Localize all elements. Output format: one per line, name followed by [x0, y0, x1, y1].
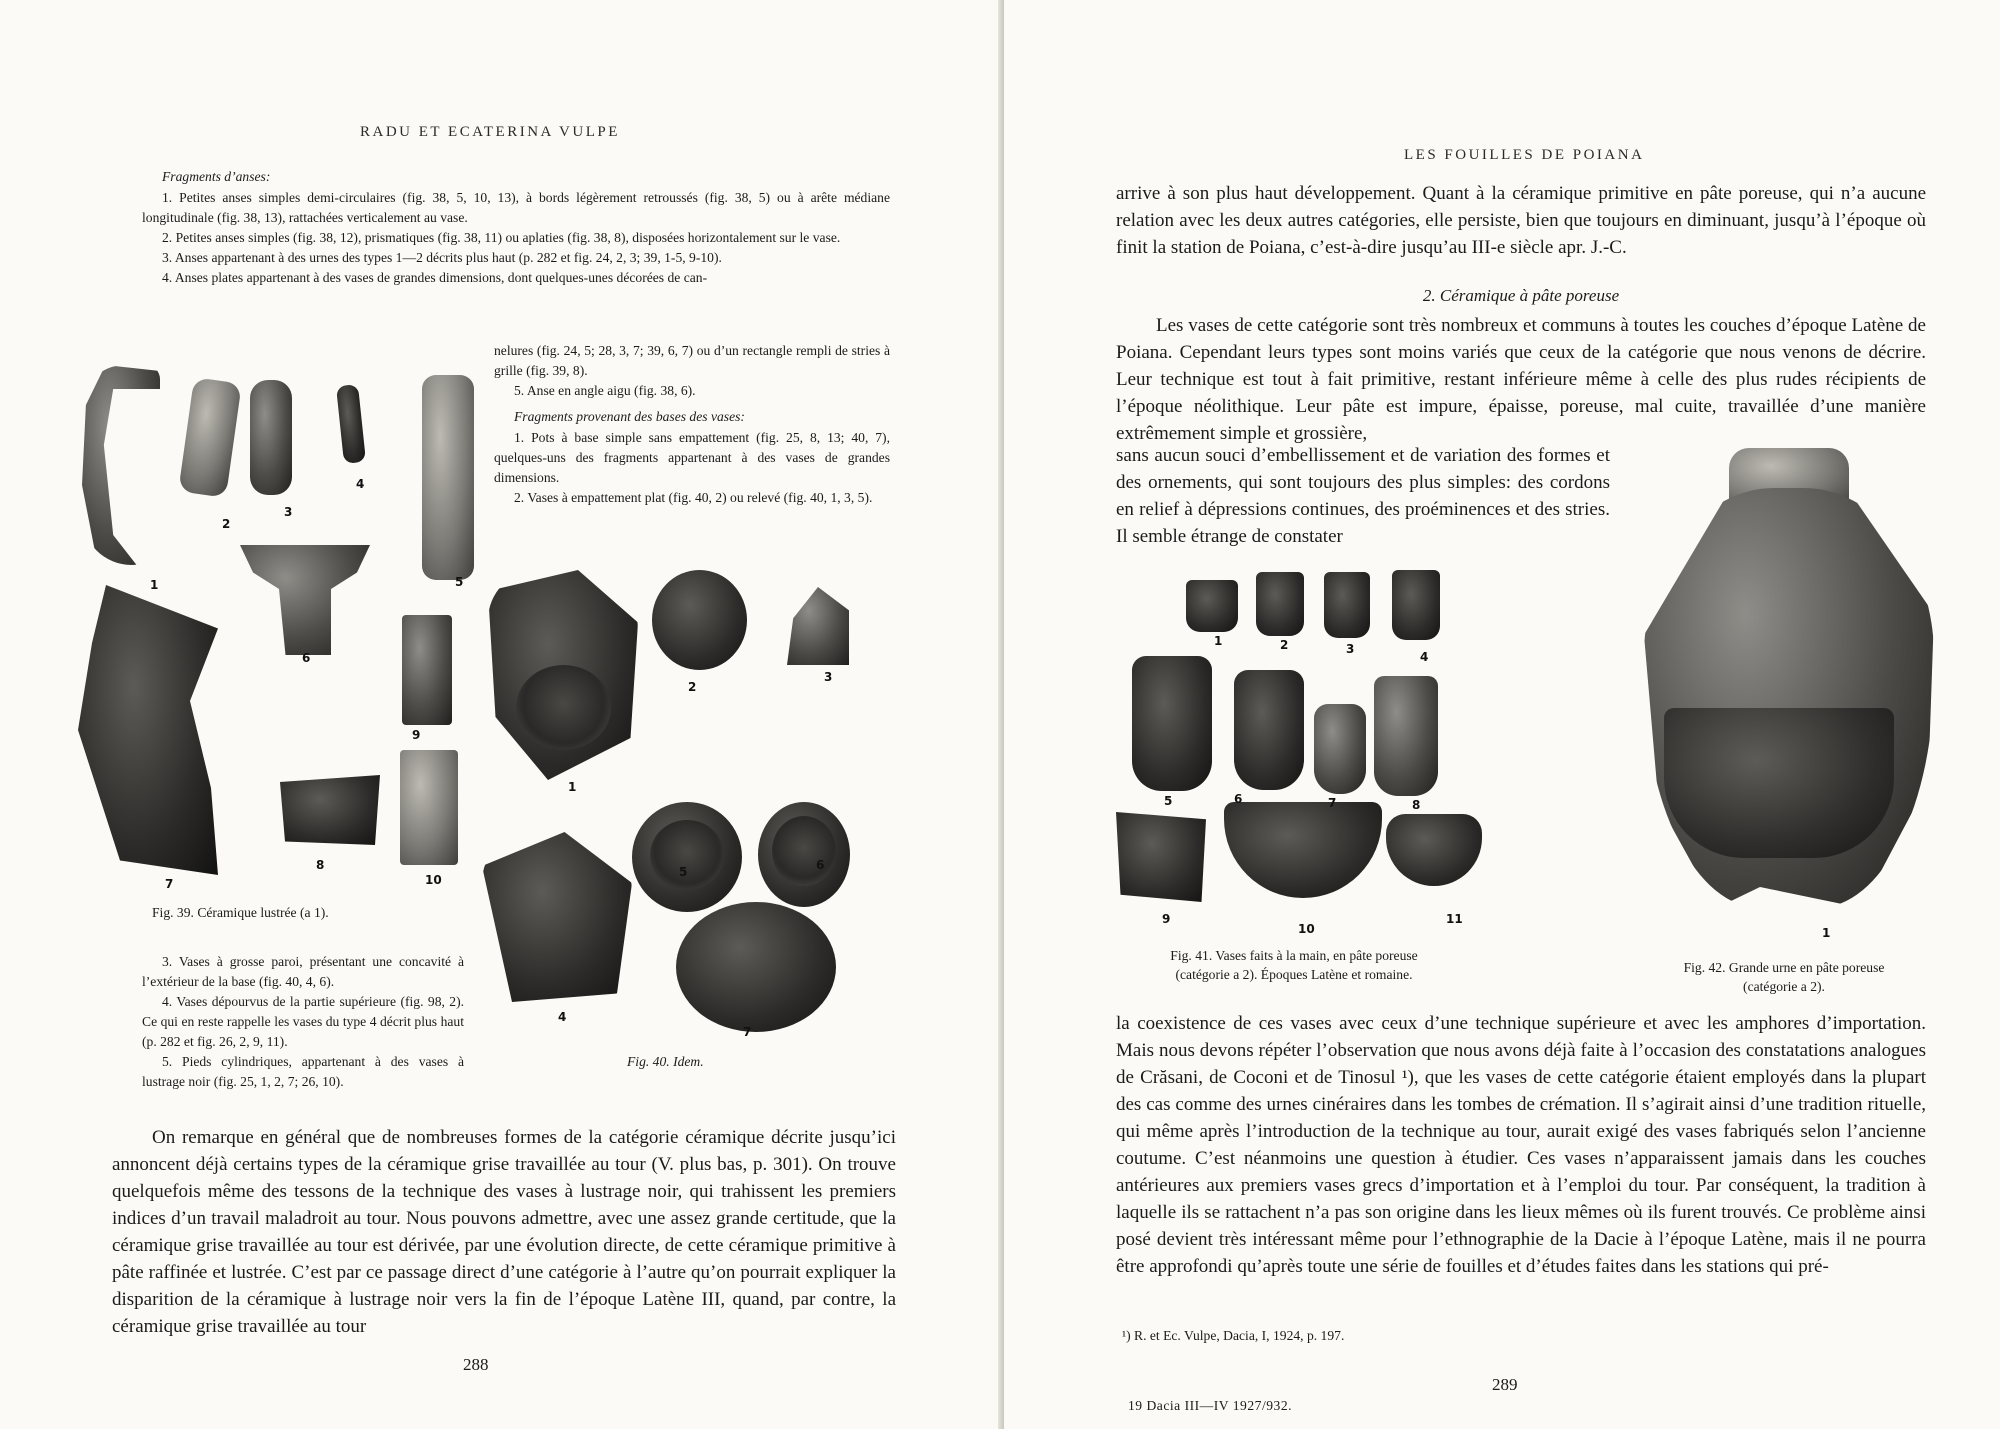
fig41-label-10: 10 [1298, 922, 1315, 936]
base-6 [758, 802, 850, 907]
fig40-label-3: 3 [824, 670, 833, 684]
fig41-label-3: 3 [1346, 642, 1355, 656]
bases-item-1: 1. Pots à base simple sans empattement (fig. 25, 8, 13; 40, 7), quelques-uns des fragments appartenant à des vases de grandes dimensions. [494, 430, 890, 485]
bases-item-5: 5. Pieds cylindriques, appartenant à des vases à lustrage noir (fig. 25, 1, 2, 7; 26, 10). [142, 1054, 464, 1089]
bases-item-4: 4. Vases dépourvus de la partie supérieure (fig. 98, 2). Ce qui en reste rappelle les vases du type 4 décrit plus haut (p. 282 et fig. 26, 2, 9, 11). [142, 994, 464, 1049]
fragments-anses-section [142, 167, 890, 288]
fig39-label-2: 2 [222, 517, 231, 531]
fragment-9 [402, 615, 452, 725]
fig39-label-6: 6 [302, 651, 311, 665]
fig41-label-9: 9 [1162, 912, 1171, 926]
fig39-caption: Fig. 39. Céramique lustrée (a 1). [152, 905, 329, 920]
vase-3 [1324, 572, 1370, 638]
fig39-label-1: 1 [150, 578, 159, 592]
figure-40 [482, 562, 852, 1042]
bases-continued [142, 952, 464, 1092]
fig41-label-11: 11 [1446, 912, 1463, 926]
vase-7 [1314, 704, 1366, 794]
vase-6 [1234, 670, 1304, 790]
fig40-label-5: 5 [679, 865, 688, 879]
fig40-label-7: 7 [743, 1025, 752, 1039]
figure-42 [1624, 448, 1954, 948]
fig41-label-5: 5 [1164, 794, 1173, 808]
anses-continued [494, 341, 890, 508]
running-head-left: RADU ET ECATERINA VULPE [360, 124, 620, 140]
figure-41 [1116, 570, 1463, 936]
vase-5 [1132, 656, 1212, 791]
anses-item-1: 1. Petites anses simples demi-circulaires (fig. 38, 5, 10, 13), à bords légèrement retroussés (fig. 38, 5) ou à arête médiane longitudinale (fig. 38, 13), rattachées verticalement au vase. [142, 190, 890, 225]
anses-item-2: 2. Petites anses simples (fig. 38, 12), prismatiques (fig. 38, 11) ou aplaties (fig. 38, 8), disposées horizontalement sur le vase. [162, 230, 841, 245]
vase-11 [1386, 814, 1482, 886]
section-title: 2. Céramique à pâte poreuse [1422, 286, 1620, 305]
vase-1 [1186, 580, 1238, 632]
fig39-label-10: 10 [425, 873, 442, 887]
page-number-left: 288 [463, 1355, 489, 1374]
bases-item-3: 3. Vases à grosse paroi, présentant une concavité à l’extérieur de la base (fig. 40, 4, 6). [142, 954, 464, 989]
printer-signature: 19 Dacia III—IV 1927/932. [1128, 1398, 1293, 1413]
fragment-2 [178, 377, 242, 498]
right-page [1004, 0, 2000, 1429]
fig39-label-9: 9 [412, 728, 421, 742]
fragments-anses-heading: Fragments d’anses: [162, 169, 271, 184]
fig39-label-7: 7 [165, 877, 174, 891]
fig41-label-1: 1 [1214, 634, 1223, 648]
urn-break [1664, 708, 1894, 858]
bases-item-2: 2. Vases à empattement plat (fig. 40, 2) ou relevé (fig. 40, 1, 3, 5). [514, 490, 873, 505]
fragment-3 [250, 380, 292, 495]
fig40-label-1: 1 [568, 780, 577, 794]
fragment-7 [78, 585, 218, 875]
fig39-label-4: 4 [356, 477, 365, 491]
fig41-caption: Fig. 41. Vases faits à la main, en pâte poreuse (catégorie a 2). Époques Latène et romaine. [1170, 948, 1418, 982]
vase-4 [1392, 570, 1440, 640]
figure-39 [78, 355, 488, 895]
fig40-label-6: 6 [816, 858, 825, 872]
fragment-8 [280, 775, 380, 845]
anses-item-4-cont: nelures (fig. 24, 5; 28, 3, 7; 39, 6, 7) ou d’un rectangle rempli de stries à grille (fig. 39, 8). [494, 343, 890, 378]
vase-9 [1116, 812, 1206, 902]
fragment-4 [336, 384, 366, 464]
vase-2 [1256, 572, 1304, 636]
right-narrow-paragraph: sans aucun souci d’embellissement et de variation des formes et des ornements, qui sont toujours des plus simples: des cordons en relief à dépressions continues, des proéminences et des stries. Il semble étrange de constater [1116, 445, 1610, 547]
right-wide-paragraph: Les vases de cette catégorie sont très nombreux et communs à toutes les couches d’époque Latène de Poiana. Cependant leurs types sont moins variés que ceux de la catégorie que nous venons de décrire. Leur technique est tout à fait primitive, restant inférieure même à celle des plus rudes récipients de l’époque néolithique. Leur pâte est impure, épaisse, poreuse, mal cuite, travaillée d’une manière extrêmement simple et grossière, [1116, 315, 1926, 444]
anses-item-3: 3. Anses appartenant à des urnes des types 1—2 décrits plus haut (p. 282 et fig. 24, 2, 3; 39, 1-5, 9-10). [162, 250, 722, 265]
anses-item-4: 4. Anses plates appartenant à des vases de grandes dimensions, dont quelques-unes décorées de can- [162, 270, 708, 285]
page-number-right: 289 [1492, 1375, 1518, 1394]
fig41-label-8: 8 [1412, 798, 1421, 812]
right-intro-paragraph: arrive à son plus haut développement. Quant à la céramique primitive en pâte poreuse, qui n’a aucune relation avec les deux autres catégories, elle persiste, bien que toujours en diminuant, jusqu’à l’époque où finit la station de Poiana, c’est-à-dire jusqu’au III-e siècle apr. J.-C. [1116, 183, 1926, 258]
fig39-label-5: 5 [455, 575, 464, 589]
footnote: ¹) R. et Ec. Vulpe, Dacia, I, 1924, p. 197. [1122, 1328, 1345, 1343]
fragment-10 [400, 750, 458, 865]
anses-item-5: 5. Anse en angle aigu (fig. 38, 6). [514, 383, 696, 398]
fig40-label-2: 2 [688, 680, 697, 694]
running-head-right: LES FOUILLES DE POIANA [1404, 147, 1645, 163]
fig39-label-3: 3 [284, 505, 293, 519]
base-5 [632, 802, 742, 912]
fig40-caption: Fig. 40. Idem. [627, 1054, 704, 1069]
fig41-label-6: 6 [1234, 792, 1243, 806]
fig40-label-4: 4 [558, 1010, 567, 1024]
fragment-5 [422, 375, 474, 580]
fig41-label-2: 2 [1280, 638, 1289, 652]
fig41-label-7: 7 [1328, 796, 1337, 810]
fig39-label-8: 8 [316, 858, 325, 872]
vase-10 [1224, 802, 1382, 898]
fragment-1 [82, 365, 160, 565]
left-body-paragraph: On remarque en général que de nombreuses formes de la catégorie céramique décrite jusqu’ici annoncent déjà certains types de la céramique grise travaillée au tour (V. plus bas, p. 301). On trouve quelquefois même des tessons de la technique des vases à lustrage noir, qui trahissent les premiers indices d’un travail maladroit au tour. Nous pouvons admettre, avec une assez grande certitude, que la céramique grise travaillée au tour est dérivée, par une évolution directe, de cette céramique primitive à pâte raffinée et lustrée. C’est par ce passage direct d’une catégorie à l’autre qu’on pourrait expliquer la disparition de la céramique à lustrage noir vers la fin de l’époque Latène III, quand, par contre, la céramique grise travaillée au tour [112, 1127, 896, 1337]
base-4 [482, 832, 632, 1002]
fragment-6 [240, 545, 370, 655]
base-1 [488, 570, 638, 780]
fig42-caption: Fig. 42. Grande urne en pâte poreuse (catégorie a 2). [1683, 960, 1885, 994]
right-body-paragraph: la coexistence de ces vases avec ceux d’une technique supérieure et avec les amphores d’importation. Mais nous devons répéter l’observation que nous avons déjà faite à l’occasion des constatations analogues de Crăsani, de Coconi et de Tinosul ¹), que les vases de cette catégorie étaient employés dans la plupart des cas comme des urnes cinéraires dans les tombes de crémation. Il s’agirait ainsi d’une tradition rituelle, qui même après l’introduction de la technique au tour, aurait exigé des vases fabriqués selon l’ancienne coutume. C’est néanmoins une question à étudier. Ces vases n’apparaissent jamais dans les couches antérieures aux premiers vases grecs d’importation et à l’emploi du tour. Par conséquent, la tradition à laquelle ils se rattachent n’a pas son origine dans les lieux mêmes où ils furent trouvés. Ce problème ainsi posé devient très intéressant même pour l’ethnographie de la Dacie à l’époque Latène, mais il ne pourra être approfondi qu’après toute une série de fouilles et d’études faites dans les stations qui pré- [1116, 1013, 1926, 1277]
base-7 [676, 902, 836, 1032]
base-2 [652, 570, 747, 670]
fig42-label-1: 1 [1822, 926, 1831, 940]
fig41-label-4: 4 [1420, 650, 1429, 664]
vase-8 [1374, 676, 1438, 796]
fragments-bases-heading: Fragments provenant des bases des vases: [514, 409, 745, 424]
base-3 [787, 587, 849, 665]
